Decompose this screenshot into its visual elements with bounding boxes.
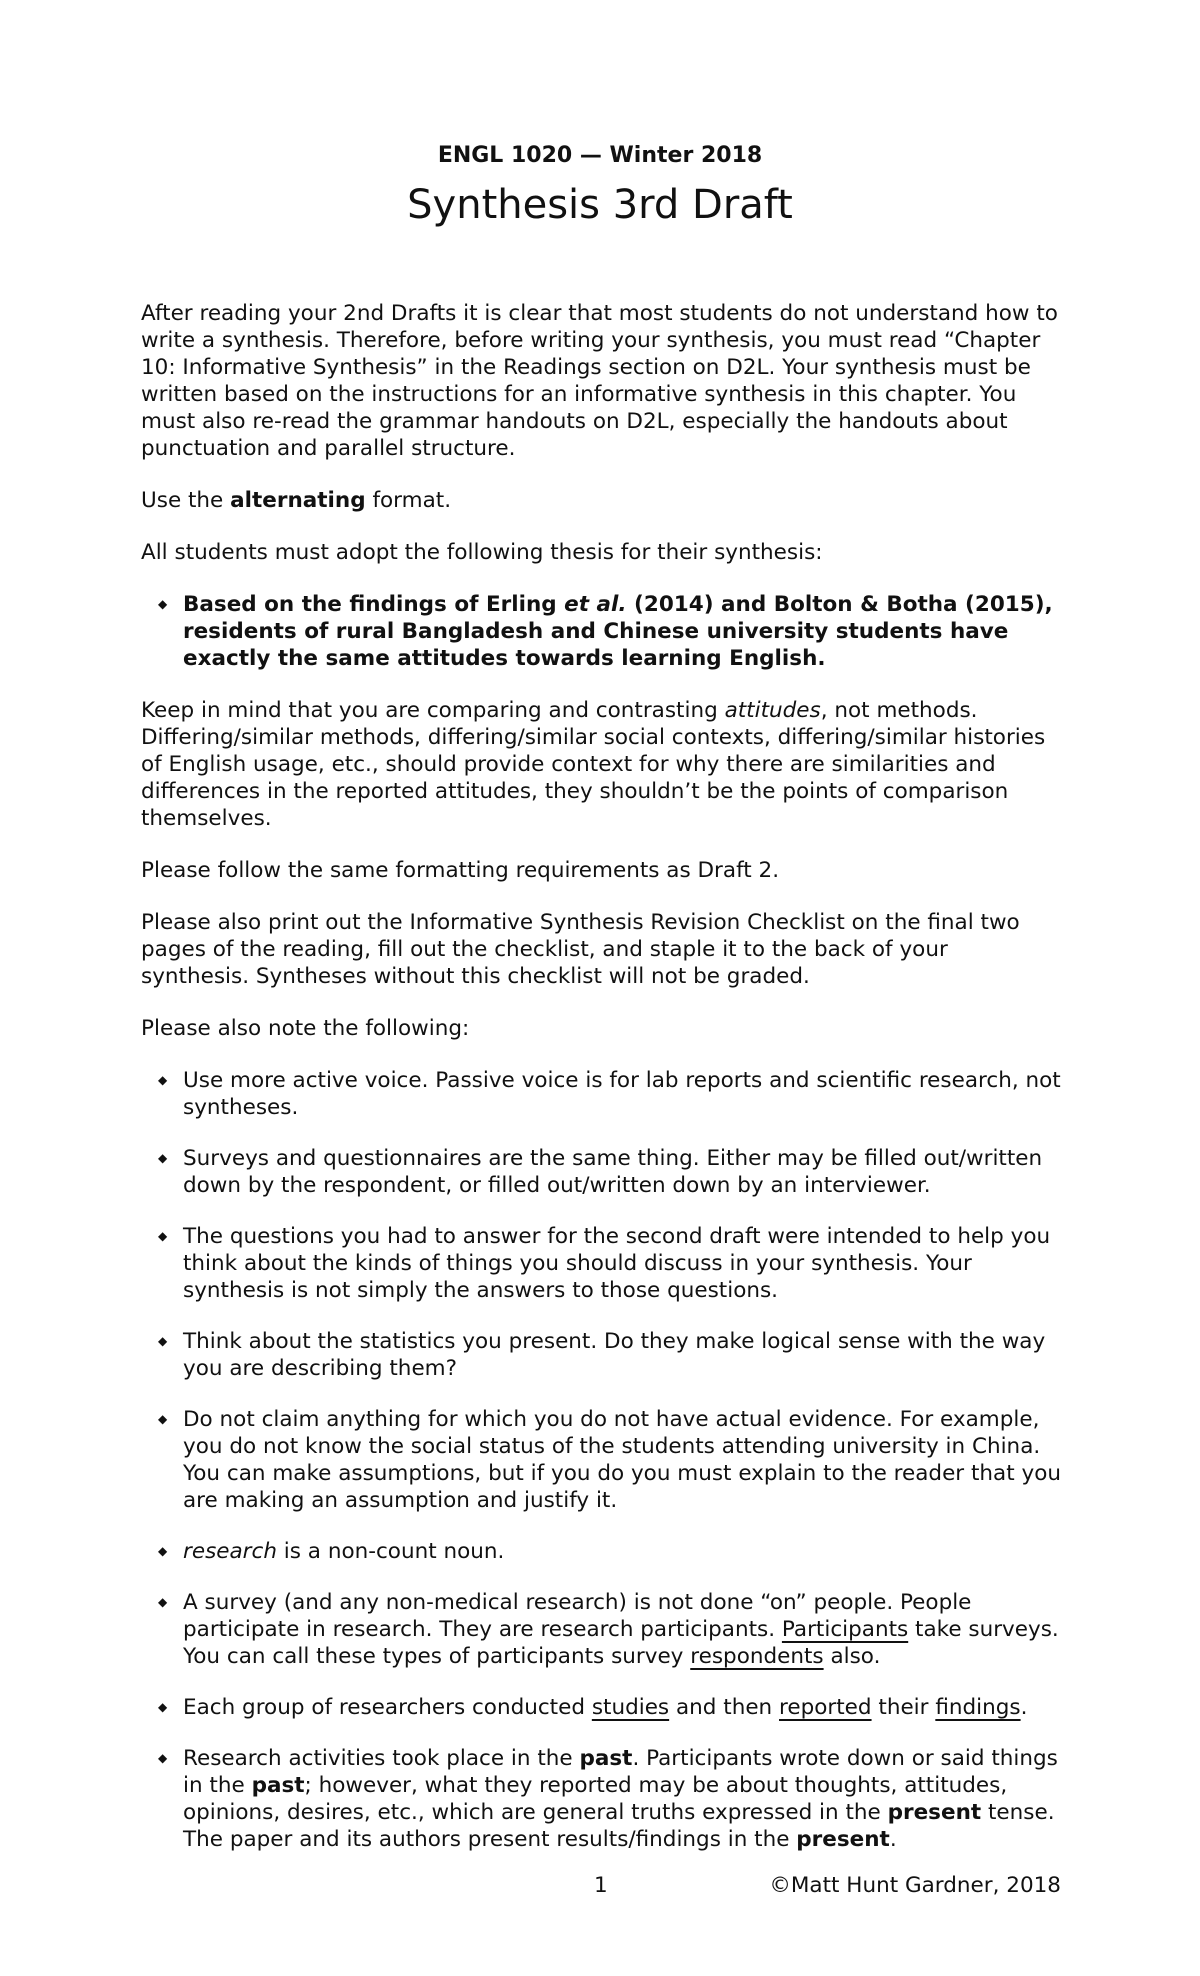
document-body (141, 300, 1061, 1878)
note-tense-text: . Participants wrote down or said things in the (183, 1746, 1058, 1798)
note-tense-text: ; however, what they reported may be about thoughts, attitudes, opinions, desires, etc., which are general truths expressed in the (183, 1773, 1008, 1825)
note-tense (141, 1745, 1061, 1853)
keep-in-mind-text-end: , not methods. Differing/similar methods, differing/similar social contexts, differing/similar histories of English usage, etc., should provide context for why there are similarities and differences in the reported attitudes, they shouldn’t be the points of comparison themselves. (141, 698, 1046, 831)
thesis-text-end: (2014) and Bolton & Botha (2015), residents of rural Bangladesh and Chinese university students have exactly the same attitudes towards learning English. (183, 592, 1053, 671)
note-tense-bold: past (579, 1746, 633, 1771)
thesis-etal: et al. (564, 592, 627, 617)
thesis-intro-paragraph: All students must adopt the following thesis for their synthesis: (141, 540, 823, 565)
format-text-end: format. (365, 488, 452, 513)
note-groups-text: and then (669, 1695, 780, 1720)
note-research-term: research (183, 1539, 277, 1564)
note-tense-text: Research activities took place in the (183, 1746, 580, 1771)
page-title: Synthesis 3rd Draft (407, 182, 793, 228)
format-text: Use the (141, 488, 231, 513)
notes-intro-paragraph: Please also note the following: (141, 1016, 470, 1041)
thesis-text: Based on the findings of Erling (183, 592, 565, 617)
note-surveys: ◆ Surveys and questionnaires are the same thing. Either may be filled out/written down by the respondent, or filled out/written down by an interviewer. (141, 1145, 1061, 1199)
note-research (141, 1538, 1061, 1565)
note-groups-text: . (1020, 1695, 1028, 1720)
notes-list (141, 1067, 1061, 1853)
note-groups (141, 1694, 1061, 1721)
note-groups-underlined: findings (935, 1695, 1021, 1720)
note-statistics: ◆ Think about the statistics you present. Do they make logical sense with the way you are describing them? (141, 1328, 1061, 1382)
keep-in-mind-emphasis: attitudes (724, 698, 821, 723)
note-tense-bold: past (251, 1773, 305, 1798)
note-tense-text: . (889, 1827, 897, 1852)
note-survey-text: take surveys. You can call these types of participants survey (183, 1617, 1059, 1669)
copyright-notice: ©Matt Hunt Gardner, 2018 (769, 1873, 1061, 1898)
note-survey-text: A survey (and any non-medical research) is not done “on” people. People participate in research. They are research participants. (183, 1590, 972, 1642)
keep-in-mind-text: Keep in mind that you are comparing and contrasting (141, 698, 725, 723)
note-evidence: ◆ Do not claim anything for which you do not have actual evidence. For example, you do not know the social status of the students attending university in China. You can make assumptions, but if you do you must explain to the reader that you are making an assumption and justify it. (141, 1406, 1061, 1514)
note-survey-underlined: respondents (690, 1644, 824, 1669)
note-survey-text: also. (823, 1644, 881, 1669)
note-tense-bold: present (796, 1827, 890, 1852)
note-questions: ◆ The questions you had to answer for the second draft were intended to help you think about the kinds of things you should discuss in your synthesis. Your synthesis is not simply the answers to those questions. (141, 1223, 1061, 1304)
note-groups-underlined: studies (591, 1695, 670, 1720)
course-heading: ENGL 1020 — Winter 2018 (437, 143, 763, 168)
note-research-text: is a non-count noun. (276, 1539, 505, 1564)
note-groups-text: their (871, 1695, 936, 1720)
formatting-paragraph: Please follow the same formatting requirements as Draft 2. (141, 858, 780, 883)
note-survey-underlined: Participants (781, 1617, 909, 1642)
intro-paragraph: After reading your 2nd Drafts it is clear that most students do not understand how to write a synthesis. Therefore, before writing your synthesis, you must read “Chapter 10: Informative Synthesis” in the Readings section on D2L. Your synthesis must be written based on the instructions for an informative synthesis in this chapter. You must also re-read the grammar handouts on D2L, especially the handouts about punctuation and parallel structure. (141, 301, 1058, 461)
note-tense-bold: present (887, 1800, 982, 1825)
format-paragraph (141, 487, 1061, 514)
thesis-list (141, 591, 1061, 672)
keep-in-mind-paragraph (141, 697, 1061, 832)
note-tense-text: tense. The paper and its authors present results/findings in the (183, 1800, 1055, 1852)
note-active-voice: ◆ Use more active voice. Passive voice is for lab reports and scientific research, not syntheses. (141, 1067, 1061, 1121)
note-groups-text: Each group of researchers conducted (183, 1695, 592, 1720)
note-survey-on (141, 1589, 1061, 1670)
note-groups-underlined: reported (779, 1695, 872, 1720)
format-emphasis: alternating (230, 488, 366, 513)
checklist-paragraph: Please also print out the Informative Synthesis Revision Checklist on the final two pages of the reading, fill out the checklist, and staple it to the back of your synthesis. Syntheses without this checklist will not be graded. (141, 910, 1020, 989)
thesis-statement (141, 591, 1061, 672)
page-number: 1 (594, 1873, 608, 1898)
